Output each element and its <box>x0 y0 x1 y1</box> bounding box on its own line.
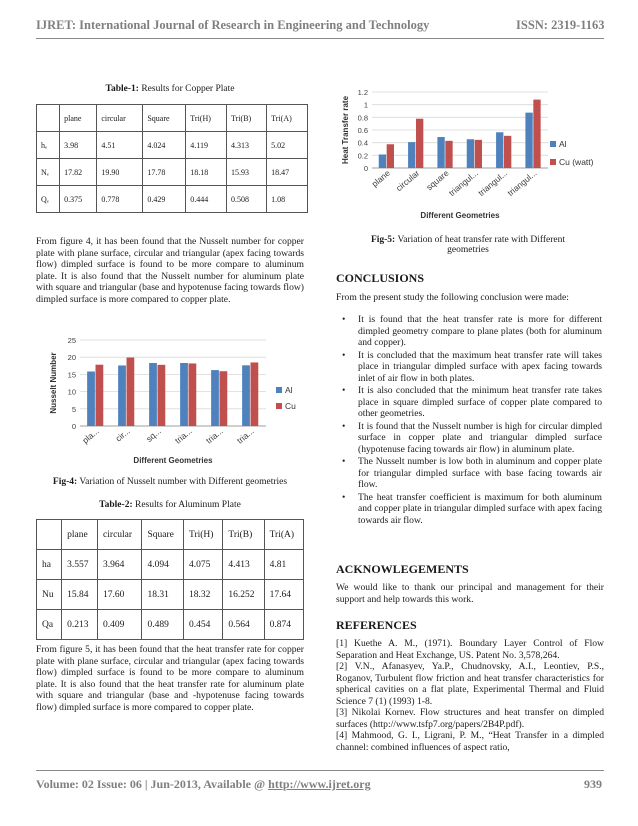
fig4-caption-text: Variation of Nusselt number with Different geometries <box>77 477 288 487</box>
y-axis-label: Heat Transfer rate <box>341 95 350 165</box>
bar-cu <box>533 100 540 168</box>
table-header-cell: Tri(B) <box>223 520 264 550</box>
table-cell: Qa <box>37 610 62 640</box>
bar-al <box>211 370 219 426</box>
table-cell: 0.778 <box>97 186 143 213</box>
y-tick-label: 20 <box>67 353 76 363</box>
table-cell: ha <box>37 550 62 580</box>
x-tick-label: tria... <box>172 425 194 446</box>
table2 <box>36 519 304 640</box>
table-cell: Nₑ <box>37 159 60 186</box>
x-tick-label: tria... <box>203 425 225 446</box>
y-tick-label: 25 <box>67 336 76 345</box>
conclusions-heading: CONCLUSIONS <box>336 271 425 285</box>
conclusion-text: It is found that the heat transfer rate is more for different dimpled geometry compare to plane plates (both for aluminum and copper). <box>358 314 602 348</box>
y-tick-label: 0.4 <box>357 138 368 148</box>
bar-cu <box>158 365 166 426</box>
references-heading: REFERENCES <box>336 618 417 632</box>
table1-title-text: Results for Copper Plate <box>138 84 235 94</box>
fig5-caption-text: Variation of heat transfer rate with Different geometries <box>395 235 566 255</box>
table-row <box>37 186 308 213</box>
bar-al <box>437 137 444 168</box>
conclusion-item <box>340 492 602 527</box>
bar-cu <box>251 362 259 426</box>
table1-title <box>36 84 304 94</box>
conclusions-intro: From the present study the following conclusion were made: <box>336 292 569 303</box>
x-axis-label: Different Geometries <box>133 456 213 465</box>
bullet-icon: • <box>342 385 346 396</box>
fig4-caption <box>36 477 304 487</box>
table-cell: 3.557 <box>62 550 98 580</box>
x-tick-label: sq... <box>144 425 163 444</box>
table-cell: 18.32 <box>183 580 222 610</box>
table-cell: 4.413 <box>223 550 264 580</box>
table-cell: 0.454 <box>183 610 222 640</box>
table-cell: 17.78 <box>143 159 186 186</box>
table-cell: 15.84 <box>62 580 98 610</box>
bar-al <box>467 139 474 168</box>
acknowledgements-text: We would like to thank our principal and management for their support and help towards this work. <box>336 582 604 605</box>
table-header-cell: Square <box>142 520 184 550</box>
table-cell: 0.429 <box>143 186 186 213</box>
y-tick-label: 15 <box>67 370 76 380</box>
table-cell: 1.08 <box>267 186 308 213</box>
y-tick-label: 10 <box>67 387 76 397</box>
bar-al <box>180 363 188 426</box>
x-tick-label: pla... <box>80 425 101 446</box>
table-cell: 15.93 <box>227 159 267 186</box>
table-cell: 5.02 <box>267 132 308 159</box>
bar-cu <box>504 136 511 168</box>
bar-al <box>525 113 532 168</box>
reference-item: [3] Nikolai Kornev. Flow structures and heat transfer on dimpled surfaces (http://www.tsfp7.org/papers/2B4P.pdf). <box>336 707 604 730</box>
table-cell: 4.119 <box>186 132 227 159</box>
bar-cu <box>96 365 104 426</box>
legend-label: Al <box>559 139 567 149</box>
x-tick-label: triangul... <box>446 167 480 199</box>
bar-cu <box>189 363 197 426</box>
table-header-row <box>37 105 308 132</box>
bullet-icon: • <box>342 420 346 432</box>
x-tick-label: triangul... <box>505 167 539 199</box>
table-cell: 0.409 <box>98 610 142 640</box>
footer-rule <box>36 770 604 771</box>
conclusion-item <box>340 385 602 420</box>
bar-cu <box>416 119 423 168</box>
y-tick-label: 1.2 <box>357 88 368 97</box>
bar-cu <box>475 140 482 168</box>
table-cell: Qₑ <box>37 186 60 213</box>
x-tick-label: triangul... <box>476 167 510 199</box>
footer-volume-text: Volume: 02 Issue: 06 | Jun-2013, Available @ <box>36 777 269 791</box>
table-header-cell: circular <box>97 105 143 132</box>
bullet-icon: • <box>342 456 346 467</box>
table-cell: 0.444 <box>186 186 227 213</box>
table-cell: hₑ <box>37 132 60 159</box>
x-tick-label: cir... <box>113 425 132 444</box>
y-tick-label: 0 <box>363 164 368 173</box>
conclusion-item <box>340 314 602 349</box>
table-cell: 18.47 <box>267 159 308 186</box>
table-header-cell: Tri(H) <box>186 105 227 132</box>
table-header-cell: Tri(A) <box>264 520 303 550</box>
table-cell: 0.508 <box>227 186 267 213</box>
table-cell: 4.51 <box>97 132 143 159</box>
bar-cu <box>445 141 452 168</box>
x-tick-label: square <box>424 167 451 193</box>
table-cell: 3.98 <box>60 132 97 159</box>
conclusion-item <box>340 350 602 385</box>
bar-al <box>408 142 415 168</box>
table-cell: 0.213 <box>62 610 98 640</box>
table-header-cell: plane <box>62 520 98 550</box>
table-header-cell <box>37 105 60 132</box>
fig5-caption <box>352 235 584 255</box>
table-cell: 3.964 <box>98 550 142 580</box>
table-header-cell <box>37 520 62 550</box>
table-cell: 18.18 <box>186 159 227 186</box>
conclusion-item <box>340 421 602 456</box>
fig4-chart <box>46 330 310 470</box>
y-axis-label: Nusselt Number <box>49 352 58 414</box>
table-header-row <box>37 520 304 550</box>
table-cell: 4.313 <box>227 132 267 159</box>
paragraph-fig4: From figure 4, it has been found that the Nusselt number for copper plate with plane surface, circular and triangular (apex facing towards flow) dimpled surface is found to be more compare to aluminum plate. It is also found that the Nusselt number for aluminum plate with square and triangular (base and hypotenuse facing towards flow) dimpled surface is more compared to copper plate. <box>36 236 304 305</box>
references-list <box>336 638 604 753</box>
issn: ISSN: 2319-1163 <box>516 18 605 32</box>
table-row <box>37 132 308 159</box>
header-rule <box>36 38 604 39</box>
x-tick-label: circular <box>393 167 422 194</box>
bar-cu <box>220 371 228 426</box>
x-tick-label: plane <box>369 167 392 189</box>
table1 <box>36 104 308 213</box>
table-cell: 16.252 <box>223 580 264 610</box>
table-header-cell: Tri(A) <box>267 105 308 132</box>
table-cell: 18.31 <box>142 580 184 610</box>
reference-item: [4] Mahmood, G. I., Ligrani, P. M., “Heat Transfer in a dimpled channel: combined influences of aspect ratio, <box>336 730 604 753</box>
bar-cu <box>387 144 394 168</box>
table-cell: 17.60 <box>98 580 142 610</box>
table-cell: 17.82 <box>60 159 97 186</box>
paragraph-fig5: From figure 5, it has been found that the heat transfer rate for copper plate with plane surface, circular and triangular (apex facing towards flow) dimpled surface is found to be more compare to aluminum plate. It is also found that the heat transfer rate for aluminum plate with square and triangular (base and -hypotenuse facing towards flow) dimpled surface is more compared to copper plate. <box>36 644 304 713</box>
bar-al <box>496 132 503 168</box>
bar-al <box>149 363 157 426</box>
x-axis-label: Different Geometries <box>420 211 500 220</box>
table-cell: 4.075 <box>183 550 222 580</box>
reference-item: [1] Kuethe A. M., (1971). Boundary Layer Control of Flow Separation and Heat Exchange, US. Patent No. 3,578,264. <box>336 638 604 661</box>
bullet-icon: • <box>342 314 346 325</box>
table-cell: 19.90 <box>97 159 143 186</box>
footer-link[interactable]: http://www.ijret.org <box>268 777 371 791</box>
table2-title <box>36 500 304 510</box>
bar-al <box>242 365 250 426</box>
y-tick-label: 0.2 <box>357 151 368 161</box>
fig4-caption-label: Fig-4: <box>52 477 78 487</box>
table-cell: 4.024 <box>143 132 186 159</box>
conclusion-text: The heat transfer coefficient is maximum for both aluminum and copper plate in triangular dimpled surface with apex facing towards air flow. <box>358 491 602 526</box>
reference-item: [2] V.N., Afanasyev, Ya.P., Chudnovsky, A.I., Leontiev, P.S., Roganov, Turbulent flow friction and heat transfer characteristics for spherical cavities on a flat plate, Experimental Thermal and Fluid Science 7 (1) (1993) 1-8. <box>336 661 604 707</box>
legend-label: Al <box>285 385 293 395</box>
y-tick-label: 0 <box>71 422 76 431</box>
bar-cu <box>127 358 135 426</box>
bar-al <box>379 155 386 168</box>
conclusion-item <box>340 456 602 491</box>
table-header-cell: circular <box>98 520 142 550</box>
legend-swatch <box>276 387 282 393</box>
table-cell: Nu <box>37 580 62 610</box>
bar-al <box>118 365 126 426</box>
journal-title: IJRET: International Journal of Research in Engineering and Technology <box>36 18 430 32</box>
legend-swatch <box>550 141 556 147</box>
table-cell: 0.564 <box>223 610 264 640</box>
x-tick-label: tria... <box>234 425 256 446</box>
acknowledgements-heading: ACKNOWLEGEMENTS <box>336 562 469 576</box>
table-row <box>37 550 304 580</box>
table-row <box>37 580 304 610</box>
conclusion-text: It is also concluded that the minimum heat transfer rate takes place in square dimpled surface of copper plate compared to other geometries. <box>358 385 602 419</box>
conclusion-text: It is concluded that the maximum heat transfer rate will takes place in triangular dimpled surface with apex facing towards inlet of air flow in both plates. <box>358 349 602 384</box>
conclusion-text: It is found that the Nusselt number is high for circular dimpled surface in copper plate and triangular dimpled surface (hypotenuse facing towards air flow) in aluminum plate. <box>358 420 602 455</box>
fig5-caption-label: Fig-5: <box>370 235 396 245</box>
table-cell: 4.81 <box>264 550 303 580</box>
table-cell: 0.489 <box>142 610 184 640</box>
footer-volume <box>36 777 371 792</box>
fig5-chart <box>338 82 604 224</box>
y-tick-label: 5 <box>71 404 76 414</box>
table2-title-text: Results for Aluminum Plate <box>132 500 241 510</box>
bar-al <box>87 372 95 426</box>
bullet-icon: • <box>342 491 346 503</box>
table-row <box>37 159 308 186</box>
legend-label: Cu (watt) <box>559 157 594 167</box>
table-cell: 0.874 <box>264 610 303 640</box>
legend-swatch <box>276 403 282 409</box>
legend-swatch <box>550 159 556 165</box>
y-tick-label: 1 <box>363 100 368 110</box>
table-cell: 0.375 <box>60 186 97 213</box>
legend-label: Cu <box>285 401 296 411</box>
table1-title-label: Table-1: <box>105 84 139 94</box>
table-header-cell: plane <box>60 105 97 132</box>
table-cell: 4.094 <box>142 550 184 580</box>
y-tick-label: 0.6 <box>357 126 368 135</box>
table-row <box>37 610 304 640</box>
table-header-cell: Tri(H) <box>183 520 222 550</box>
y-tick-label: 0.8 <box>357 113 368 123</box>
table-header-cell: Square <box>143 105 186 132</box>
page-number: 939 <box>584 777 602 791</box>
table-cell: 17.64 <box>264 580 303 610</box>
table-header-cell: Tri(B) <box>227 105 267 132</box>
table2-title-label: Table-2: <box>99 500 133 510</box>
conclusions-list <box>340 314 602 527</box>
conclusion-text: The Nusselt number is low both in aluminum and copper plate for triangular dimpled surface with base facing towards air flow. <box>358 456 602 490</box>
bullet-icon: • <box>342 349 346 361</box>
